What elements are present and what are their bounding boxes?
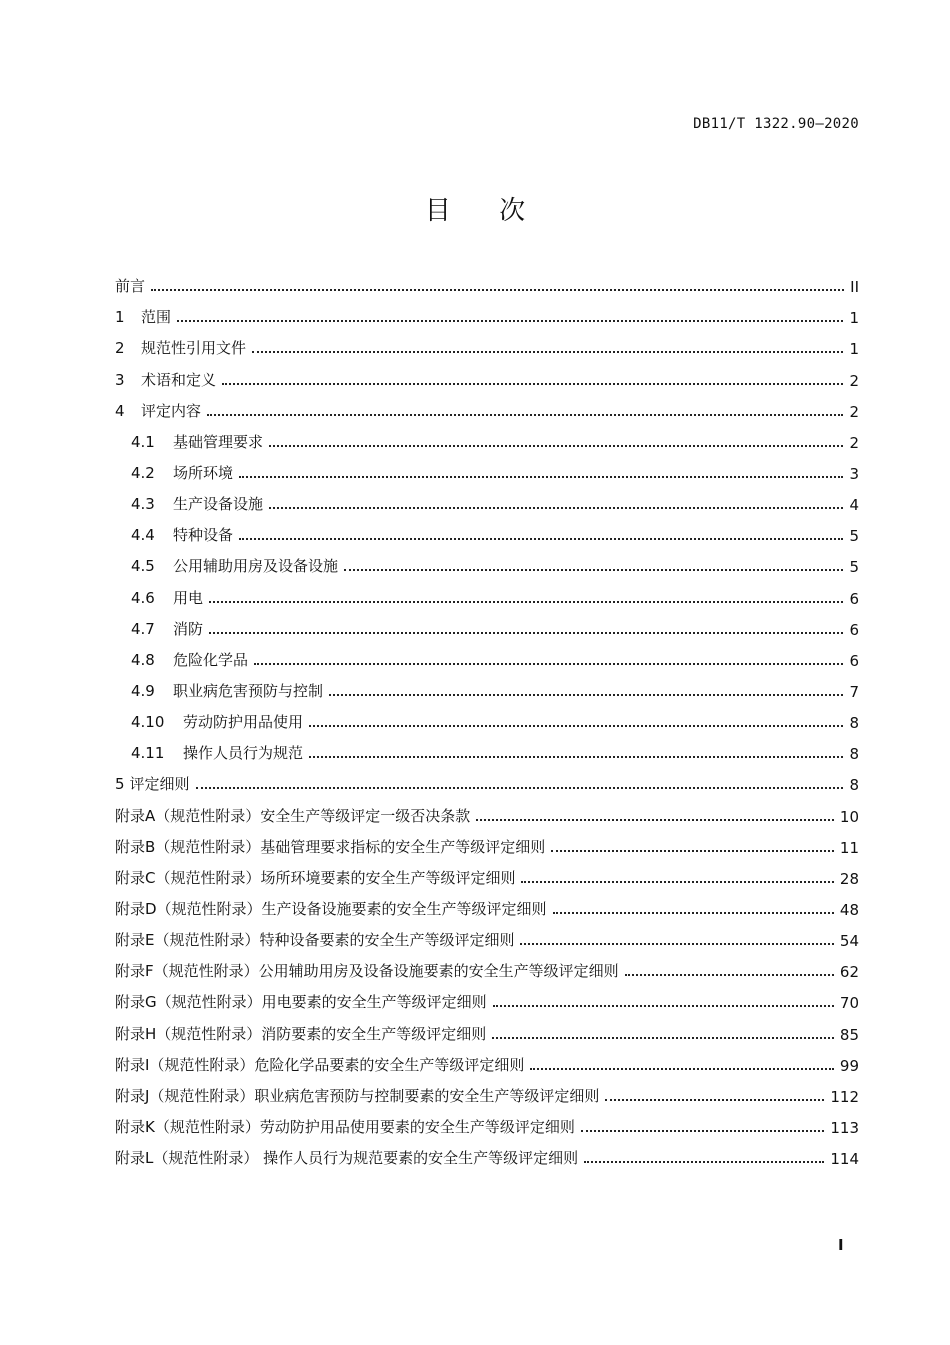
- toc-entry-title: [131, 587, 205, 608]
- toc-entry-label: 术语和定义: [141, 370, 217, 389]
- dot-leader: [329, 694, 843, 696]
- dot-leader: [269, 507, 843, 509]
- toc-entry-number: 4: [115, 401, 125, 420]
- toc-entry-page: 62: [839, 963, 859, 982]
- toc-entry-page: 48: [839, 900, 859, 919]
- page-title: 目 次: [424, 196, 546, 226]
- toc-entry-title: [115, 991, 489, 1012]
- dot-leader: [584, 1161, 824, 1163]
- toc-entry-title: [131, 431, 265, 452]
- toc-entry-label: 职业病危害预防与控制: [173, 681, 324, 700]
- toc-entry-label: 危险化学品: [173, 650, 249, 669]
- dot-leader: [207, 414, 843, 416]
- toc-entry-label: 用电: [173, 588, 204, 607]
- toc-entry-label: 评定细则: [129, 775, 190, 794]
- toc-entry-page: 11: [839, 838, 859, 857]
- toc-entry-title: [115, 275, 147, 296]
- toc-entry[interactable]: [115, 1137, 859, 1168]
- dot-leader: [309, 725, 843, 727]
- toc-entry-page: 7: [849, 682, 859, 701]
- dot-leader: [151, 289, 844, 291]
- toc-entry-number: 4.2: [131, 463, 155, 482]
- dot-leader: [344, 569, 843, 571]
- toc-entry-label: 附录H（规范性附录）消防要素的安全生产等级评定细则: [115, 1024, 487, 1043]
- toc-entry-label: 附录J（规范性附录）职业病危害预防与控制要素的安全生产等级评定细则: [115, 1086, 600, 1105]
- dot-leader: [492, 1037, 834, 1039]
- toc-entry-page: 70: [839, 994, 859, 1013]
- toc-entry-page: 2: [849, 402, 859, 421]
- toc-entry[interactable]: [115, 1012, 859, 1043]
- dot-leader: [551, 850, 834, 852]
- dot-leader: [520, 943, 833, 945]
- toc-entry-page: 6: [849, 651, 859, 670]
- toc-entry-label: 附录C（规范性附录）场所环境要素的安全生产等级评定细则: [115, 868, 516, 887]
- toc-entry-title: [115, 306, 173, 327]
- toc-entry-label: 附录B（规范性附录）基础管理要求指标的安全生产等级评定细则: [115, 837, 546, 856]
- toc-entry[interactable]: [115, 888, 859, 919]
- toc-entry-title: [115, 1023, 488, 1044]
- toc-entry-label: 附录E（规范性附录）特种设备要素的安全生产等级评定细则: [115, 931, 515, 950]
- toc-entry-page: 2: [849, 433, 859, 452]
- dot-leader: [493, 1005, 834, 1007]
- toc-entry[interactable]: [115, 358, 859, 389]
- toc-entry-title: [115, 1054, 526, 1075]
- dot-leader: [521, 881, 833, 883]
- toc-entry-label: 附录D（规范性附录）生产设备设施要素的安全生产等级评定细则: [115, 899, 547, 918]
- toc-entry-label: 附录L（规范性附录） 操作人员行为规范要素的安全生产等级评定细则: [115, 1149, 579, 1168]
- toc-entry-title: [115, 836, 547, 857]
- toc-entry-title: [131, 742, 305, 763]
- document-code: DB11/T 1322.90—2020: [693, 116, 859, 132]
- dot-leader: [309, 756, 843, 758]
- toc-entry-title: [131, 493, 265, 514]
- toc-entry-label: 附录Ⅰ（规范性附录）危险化学品要素的安全生产等级评定细则: [115, 1055, 525, 1074]
- toc-entry-title: [131, 649, 250, 670]
- dot-leader: [530, 1068, 833, 1070]
- toc-entry-page: 1: [849, 340, 859, 359]
- toc-entry-number: 4.3: [131, 495, 155, 514]
- toc-entry-page: 112: [830, 1087, 859, 1106]
- toc-entry[interactable]: [115, 639, 859, 670]
- toc-entry-page: 4: [849, 496, 859, 515]
- toc-entry-page: 28: [839, 869, 859, 888]
- toc-entry-title: [115, 400, 203, 421]
- toc-entry[interactable]: [115, 608, 859, 639]
- toc-entry[interactable]: [115, 1075, 859, 1106]
- toc-entry-label: 生产设备设施: [173, 495, 264, 514]
- dot-leader: [254, 663, 843, 665]
- toc-entry-page: 113: [830, 1118, 859, 1137]
- toc-entry[interactable]: [115, 919, 859, 950]
- toc-entry[interactable]: [115, 1106, 859, 1137]
- dot-leader: [177, 320, 843, 322]
- page-number: I: [838, 1236, 844, 1254]
- dot-leader: [222, 383, 843, 385]
- toc-entry[interactable]: [115, 950, 859, 981]
- toc-entry-label: 基础管理要求: [173, 432, 264, 451]
- dot-leader: [239, 538, 843, 540]
- toc-entry-label: 附录G（规范性附录）用电要素的安全生产等级评定细则: [115, 993, 487, 1012]
- toc-entry-title: [115, 337, 248, 358]
- toc-entry-label: 特种设备: [173, 526, 234, 545]
- toc-entry-label: 操作人员行为规范: [183, 744, 304, 763]
- toc-entry-title: [115, 1147, 580, 1168]
- toc-entry-number: 4.10: [131, 713, 165, 732]
- toc-entry[interactable]: [115, 670, 859, 701]
- toc-entry-page: 6: [849, 620, 859, 639]
- toc-entry-number: 5: [115, 775, 125, 794]
- toc-entry[interactable]: [115, 857, 859, 888]
- toc-entry[interactable]: [115, 421, 859, 452]
- toc-entry-page: 6: [849, 589, 859, 608]
- toc-entry-title: [115, 960, 621, 981]
- toc-entry-title: [115, 1116, 577, 1137]
- toc-entry[interactable]: [115, 452, 859, 483]
- toc-entry-number: 4.11: [131, 744, 165, 763]
- toc-entry-label: 劳动防护用品使用: [183, 713, 304, 732]
- toc-entry[interactable]: [115, 763, 859, 794]
- toc-entry[interactable]: [115, 390, 859, 421]
- dot-leader: [581, 1130, 825, 1132]
- toc-entry-page: II: [850, 278, 859, 297]
- toc-entry-number: 3: [115, 370, 125, 389]
- toc-entry-page: 3: [849, 464, 859, 483]
- toc-entry[interactable]: [115, 327, 859, 358]
- toc-entry-page: 54: [839, 932, 859, 951]
- toc-entry-number: 4.5: [131, 557, 155, 576]
- toc-entry-page: 8: [849, 776, 859, 795]
- toc-entry-label: 公用辅助用房及设备设施: [173, 557, 339, 576]
- toc-entry-label: 前言: [115, 277, 146, 296]
- toc-entry-page: 5: [849, 558, 859, 577]
- toc-entry-number: 4.9: [131, 681, 155, 700]
- toc-entry-label: 消防: [173, 619, 204, 638]
- toc-entry-title: [115, 773, 192, 794]
- toc-entry[interactable]: [115, 826, 859, 857]
- toc-entry[interactable]: [115, 732, 859, 763]
- dot-leader: [252, 351, 843, 353]
- toc-entry-number: 4.7: [131, 619, 155, 638]
- toc-entry-title: [115, 805, 472, 826]
- toc-entry-number: 2: [115, 339, 125, 358]
- toc-entry-number: 4.1: [131, 432, 155, 451]
- dot-leader: [605, 1099, 824, 1101]
- toc-entry-page: 114: [830, 1150, 859, 1169]
- toc-entry-title: [131, 524, 235, 545]
- dot-leader: [269, 445, 843, 447]
- toc-entry[interactable]: [115, 483, 859, 514]
- dot-leader: [553, 912, 834, 914]
- toc-entry-label: 附录A（规范性附录）安全生产等级评定一级否决条款: [115, 806, 471, 825]
- toc-entry-number: 4.6: [131, 588, 155, 607]
- toc-entry-label: 附录F（规范性附录）公用辅助用房及设备设施要素的安全生产等级评定细则: [115, 962, 619, 981]
- toc-entry-label: 附录K（规范性附录）劳动防护用品使用要素的安全生产等级评定细则: [115, 1117, 575, 1136]
- dot-leader: [209, 632, 843, 634]
- toc-entry-page: 99: [839, 1056, 859, 1075]
- toc-entry-label: 规范性引用文件: [141, 339, 247, 358]
- toc-entry-label: 场所环境: [173, 463, 234, 482]
- toc-entry[interactable]: [115, 1044, 859, 1075]
- toc-entry-page: 1: [849, 309, 859, 328]
- toc-entry-page: 85: [839, 1025, 859, 1044]
- dot-leader: [239, 476, 843, 478]
- toc-entry-title: [131, 462, 235, 483]
- toc-entry-label: 评定内容: [141, 401, 202, 420]
- dot-leader: [196, 787, 844, 789]
- table-of-contents: [115, 265, 859, 1168]
- toc-entry[interactable]: [115, 265, 859, 296]
- toc-entry-title: [115, 929, 516, 950]
- toc-entry-title: [115, 369, 218, 390]
- toc-entry-label: 范围: [141, 308, 172, 327]
- dot-leader: [209, 601, 843, 603]
- toc-entry[interactable]: [115, 701, 859, 732]
- toc-entry[interactable]: [115, 576, 859, 607]
- toc-entry-number: 4.8: [131, 650, 155, 669]
- dot-leader: [476, 819, 834, 821]
- toc-entry-title: [131, 555, 340, 576]
- toc-entry[interactable]: [115, 794, 859, 825]
- toc-entry-page: 10: [839, 807, 859, 826]
- toc-entry-page: 8: [849, 714, 859, 733]
- toc-entry-page: 2: [849, 371, 859, 390]
- toc-entry-title: [131, 680, 325, 701]
- toc-entry-title: [131, 711, 305, 732]
- toc-entry-page: 8: [849, 745, 859, 764]
- toc-entry-title: [115, 867, 517, 888]
- dot-leader: [625, 974, 834, 976]
- toc-entry-title: [115, 898, 549, 919]
- toc-entry-page: 5: [849, 527, 859, 546]
- toc-entry[interactable]: [115, 981, 859, 1012]
- toc-entry[interactable]: [115, 545, 859, 576]
- toc-entry[interactable]: [115, 296, 859, 327]
- toc-entry-title: [131, 618, 205, 639]
- toc-entry-number: 4.4: [131, 526, 155, 545]
- toc-entry-title: [115, 1085, 601, 1106]
- toc-entry-number: 1: [115, 308, 125, 327]
- toc-entry[interactable]: [115, 514, 859, 545]
